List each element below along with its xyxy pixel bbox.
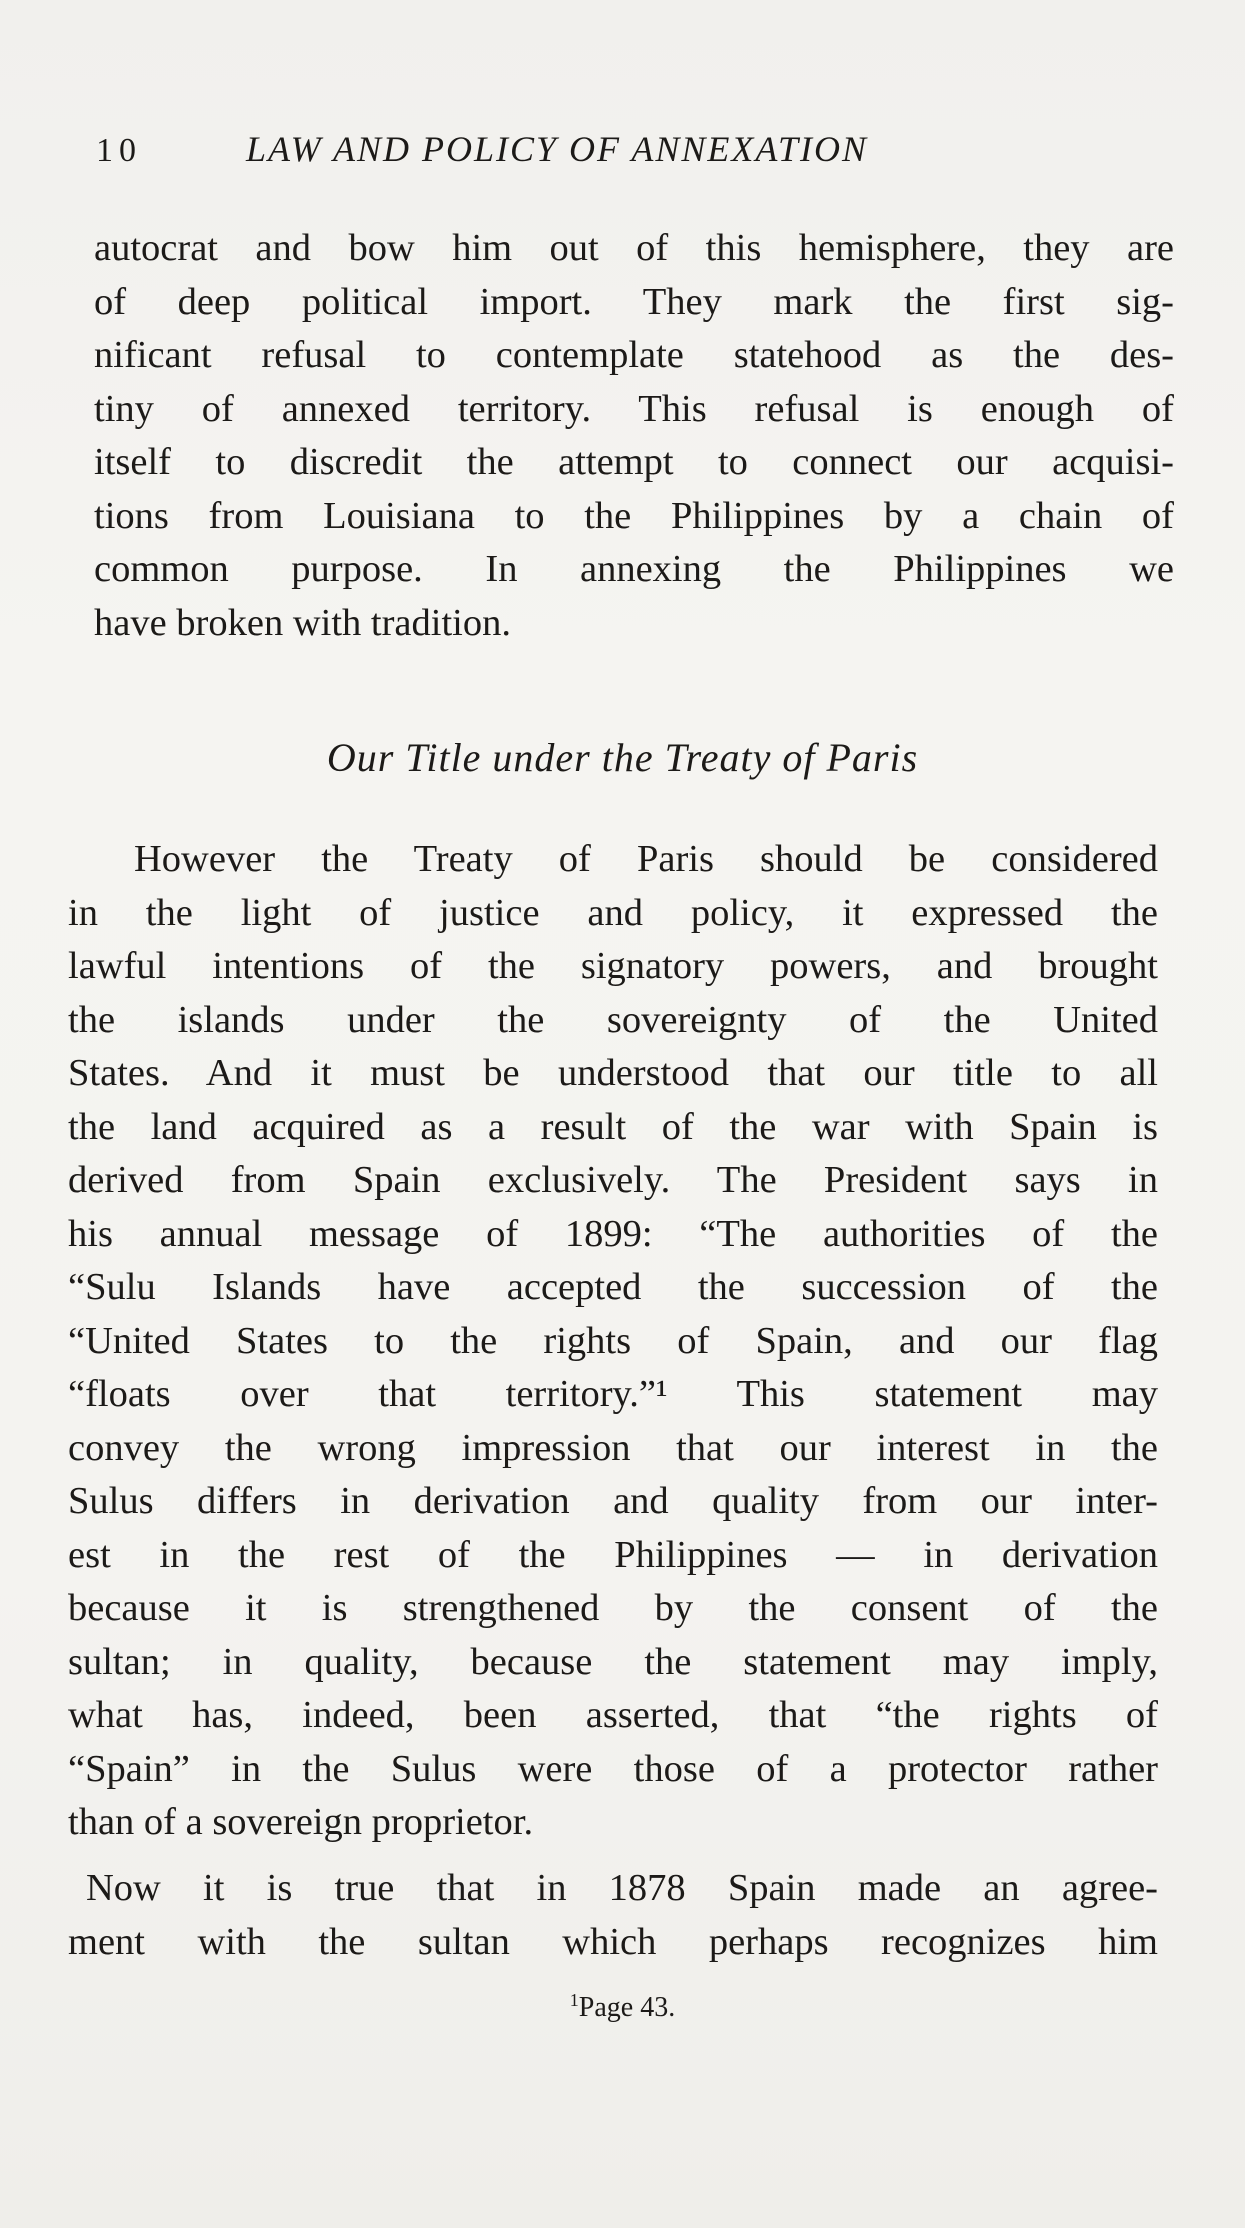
text-line: than of a sovereign proprietor. bbox=[68, 1801, 534, 1843]
text-line: est in the rest of the Philippines — in derivation bbox=[68, 1533, 1158, 1576]
text-line: itself to discredit the attempt to connect our acquisi- bbox=[94, 441, 1174, 483]
running-head: LAW AND POLICY OF ANNEXATION bbox=[246, 129, 869, 169]
text-line: However the Treaty of Paris should be considered bbox=[134, 838, 1158, 880]
paragraph-2 bbox=[68, 833, 1158, 1850]
text-line: Sulus differs in derivation and quality from our inter- bbox=[68, 1480, 1158, 1522]
page-header bbox=[96, 128, 1096, 178]
text-line: in the light of justice and policy, it expressed the bbox=[68, 891, 1158, 934]
text-line: “floats over that territory.”¹ This statement may bbox=[68, 1373, 1158, 1415]
text-line: States. And it must be understood that our title to all bbox=[68, 1052, 1158, 1094]
text-line: have broken with tradition. bbox=[94, 601, 511, 644]
text-line: the land acquired as a result of the war with Spain is bbox=[68, 1105, 1158, 1148]
text-line: because it is strengthened by the consent of the bbox=[68, 1587, 1158, 1629]
text-line: what has, indeed, been asserted, that “the rights of bbox=[68, 1694, 1158, 1736]
page-number: 10 bbox=[96, 132, 142, 169]
section-heading: Our Title under the Treaty of Paris bbox=[326, 735, 919, 780]
text-line: tiny of annexed territory. This refusal is enough of bbox=[94, 387, 1174, 430]
paragraph-3 bbox=[68, 1862, 1158, 1969]
text-line: “Spain” in the Sulus were those of a protector rather bbox=[68, 1747, 1158, 1790]
footnote-text: Page 43. bbox=[578, 1992, 676, 2023]
paragraph-1 bbox=[94, 222, 1174, 650]
text-line: autocrat and bow him out of this hemisphere, they are bbox=[94, 227, 1174, 269]
text-line: “Sulu Islands have accepted the succession of the bbox=[68, 1266, 1158, 1308]
footnote-marker: 1 bbox=[569, 1990, 579, 2010]
text-line: Now it is true that in 1878 Spain made an agree- bbox=[86, 1867, 1158, 1909]
text-line: nificant refusal to contemplate statehood as the des- bbox=[94, 334, 1174, 376]
text-line: “United States to the rights of Spain, and our flag bbox=[68, 1319, 1158, 1362]
text-line: tions from Louisiana to the Philippines by a chain of bbox=[94, 494, 1174, 537]
text-line: his annual message of 1899: “The authorities of the bbox=[68, 1212, 1158, 1255]
text-line: of deep political import. They mark the first sig- bbox=[94, 280, 1174, 323]
text-line: sultan; in quality, because the statement may imply, bbox=[68, 1640, 1158, 1683]
footnote bbox=[0, 1990, 1245, 2024]
text-line: the islands under the sovereignty of the United bbox=[68, 998, 1158, 1041]
text-line: common purpose. In annexing the Philippines we bbox=[94, 548, 1174, 590]
text-line: lawful intentions of the signatory powers, and brought bbox=[68, 945, 1158, 987]
text-line: convey the wrong impression that our interest in the bbox=[68, 1426, 1158, 1469]
text-line: derived from Spain exclusively. The President says in bbox=[68, 1159, 1158, 1201]
text-line: ment with the sultan which perhaps recognizes him bbox=[68, 1920, 1158, 1963]
